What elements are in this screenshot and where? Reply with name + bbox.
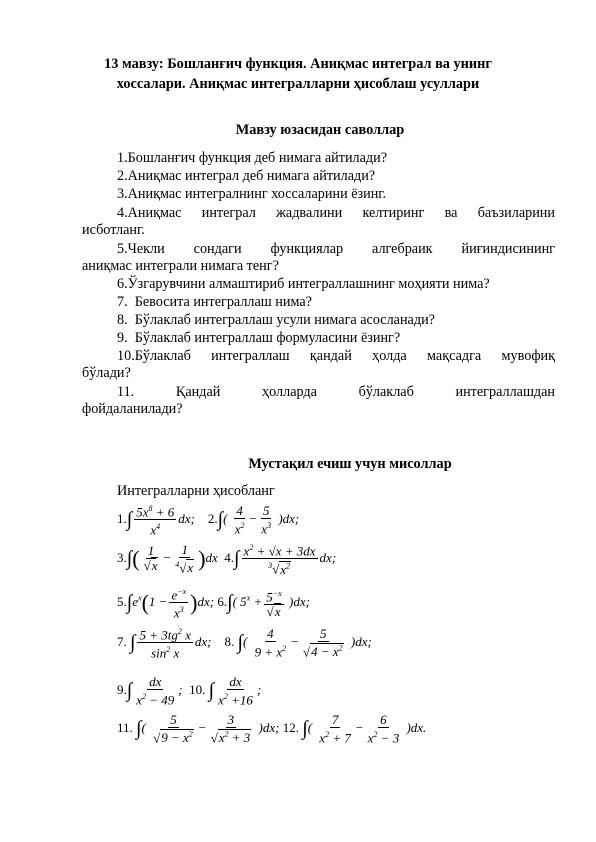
question-7: 7. Бевосита интеграллаш нима?: [117, 294, 312, 310]
exercise-row-6: 11. ∫( $\frac{5}{√9 - x^2}$ − $\frac{3}{√x^2 + 3}$ )dx; 12. ∫( $\frac{7}{x^2 + 7}$ − $\frac{6}{x^2 - 3}$ )dx.: [117, 712, 427, 746]
exercises-intro: Интегралларни ҳисобланг: [117, 483, 275, 499]
title-line-2: хоссалари. Аниқмас интегралларни ҳисоблаш усуллари: [116, 76, 480, 92]
exercise-row-3: $5.\int e^x(1$ − $\frac{e^{-x}}{x^3}$ )dx; 6.∫( $5^x$ + $\frac{5^{-x}}{√x}$ )dx;: [117, 587, 310, 621]
exercises-heading: Мустақил ечиш учун мисоллар: [248, 456, 452, 472]
question-5-cont: аниқмас интеграли нимага тенг?: [82, 258, 279, 274]
question-9: 9. Бўлаклаб интеграллаш формуласини ёзинг?: [117, 330, 401, 346]
exercise-row-5: 9.∫ $\frac{dx}{x^2 - 49}$ ; 10. ∫ $\frac{dx}{x^2 +16}$ ;: [117, 674, 262, 708]
question-4-cont: исботланг.: [82, 222, 145, 238]
question-6: 6.Ўзгарувчини алмаштириб интеграллашнинг моҳияти нима?: [117, 276, 490, 292]
title-line-1: 13 мавзу: Бошланғич функция. Аниқмас интеграл ва унинг: [104, 56, 492, 72]
questions-heading: Мавзу юзасидан саволлар: [235, 122, 405, 138]
exercise-row-2: 3.∫( $\frac{1}{√x}$ − $\frac{1}{^4√x}$ )dx 4.∫ $\frac{x^2 + √x + 3dx}{^3√x^2}$ dx;: [117, 541, 337, 577]
page-title: [40, 54, 556, 94]
question-11-cont: фойдаланилади?: [82, 401, 183, 417]
question-8: 8. Бўлаклаб интеграллаш усули нимага асосланади?: [117, 312, 435, 328]
question-3: 3.Аниқмас интегралнинг хоссаларини ёзинг.: [117, 186, 387, 202]
question-10-cont: бўлади?: [82, 365, 131, 381]
exercise-row-1: 1.∫ $\frac{5x^8 + 6}{x^4}$ dx; 2.∫( $\frac{4}{x^2}$ − $\frac{5}{x^3}$ )dx;: [117, 502, 300, 538]
question-4: 4.Аниқмас интеграл жадвалини келтиринг ва баъзиларини: [117, 205, 555, 221]
exercise-row-4: 7. ∫ $\frac{5 + 3tg^2 x}{\sin^2 x}$ dx; 8. ∫( $\frac{4}{9 + x^2}$ − $\frac{5}{√4 - x^2}$ )dx;: [117, 625, 372, 661]
question-1: 1.Бошланғич функция деб нимага айтилади?: [117, 150, 388, 166]
question-2: 2.Аниқмас интеграл деб нимага айтилади?: [117, 168, 376, 184]
question-11: 11. Қандай ҳолларда бўлаклаб интеграллашдан: [117, 384, 555, 400]
question-5: 5.Чекли сондаги функциялар алгебраик йиғиндисининг: [117, 241, 555, 257]
question-10: 10.Бўлаклаб интеграллаш қандай ҳолда мақсадга мувофиқ: [117, 348, 555, 364]
